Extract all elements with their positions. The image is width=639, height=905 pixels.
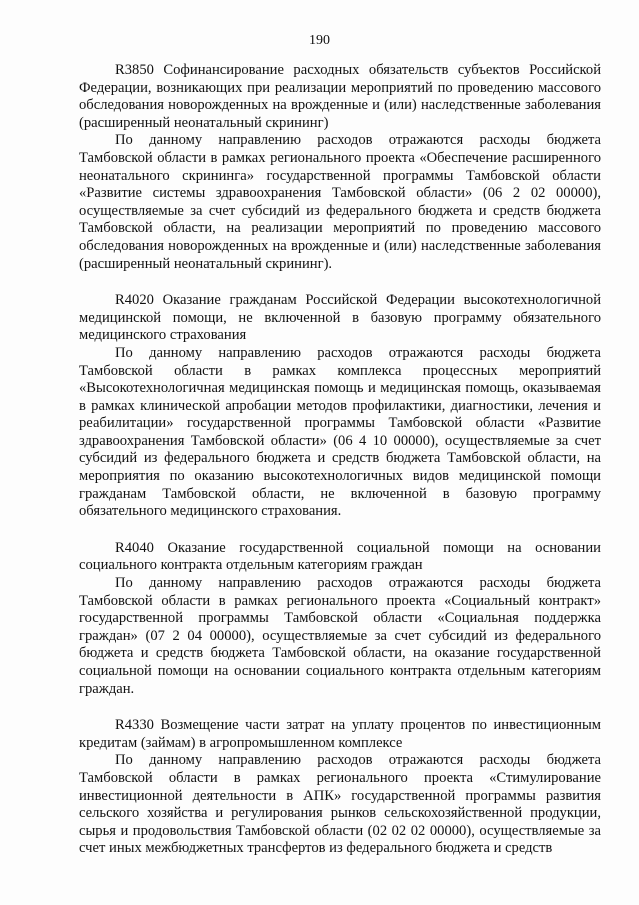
section-heading: [79, 717, 601, 752]
expense-title: Софинансирование расходных обязательств субъектов Российской Федерации, возникающих при реализации мероприятий по проведению массового обследования новорожденных на врожденные и (или) наследственные заболевания (расширенный неонатальный скрининг): [79, 62, 602, 131]
expense-section-r4020: [79, 292, 601, 521]
page-number: 190: [309, 33, 330, 48]
expense-title: Возмещение части затрат на уплату процентов по инвестиционным кредитам (займам) в агропромышленном комплексе: [79, 717, 602, 751]
expense-title: Оказание государственной социальной помощи на основании социального контракта отдельным категориям граждан: [79, 539, 601, 574]
section-paragraph: По данному направлению расходов отражаются расходы бюджета Тамбовской области в рамках регионального проекта «Стимулирование инвестиционной деятельности в АПК» государственной программы развития сельского хозяйства и регулирования рынков сельскохозяйственной продукции, сырья и продовольствия Тамбовской области (02 02 02 00000), осуществляемые за счет иных межбюджетных трансфертов из федерального бюджета и средств: [79, 752, 601, 857]
section-paragraph: По данному направлению расходов отражаются расходы бюджета Тамбовской области в рамках комплекса процессных мероприятий «Высокотехнологичная медицинская помощь и медицинская помощь, оказываемая в рамках клинической апробации методов профилактики, диагностики, лечения и реабилитации» государственной программы Тамбовской области «Развитие здравоохранения Тамбовской области» (06 4 10 00000), осуществляемые за счет субсидий из федерального бюджета и средств бюджета Тамбовской области, на мероприятия по оказанию высокотехнологичных видов медицинской помощи гражданам Тамбовской области, не включенной в базовую программу обязательного медицинского страхования.: [79, 344, 601, 520]
document-body: [79, 62, 601, 877]
expense-section-r4330: [79, 717, 601, 858]
section-heading: [79, 62, 601, 132]
expense-code: R4020: [115, 292, 154, 309]
expense-title: Оказание гражданам Российской Федерации высокотехнологичной медицинской помощи, не включенной в базовую программу обязательного медицинского страхования: [79, 292, 602, 344]
section-paragraph: По данному направлению расходов отражаются расходы бюджета Тамбовской области в рамках регионального проекта «Социальный контракт» государственной программы Тамбовской области «Социальная поддержка граждан» (07 2 04 00000), осуществляемые за счет субсидий из федерального бюджета и средств бюджета Тамбовской области, на оказание государственной социальной помощи на основании социального контракта отдельным категориям граждан.: [79, 575, 601, 697]
section-paragraph: По данному направлению расходов отражаются расходы бюджета Тамбовской области в рамках регионального проекта «Обеспечение расширенного неонатального скрининга» государственной программы Тамбовской области «Развитие системы здравоохранения Тамбовской области» (06 2 02 00000), осуществляемые за счет субсидий из федерального бюджета и средств бюджета Тамбовской области, на реализации мероприятий по проведению массового обследования новорожденных на врожденные и (или) наследственные заболевания (расширенный неонатальный скрининг).: [79, 132, 601, 272]
section-heading: [79, 292, 601, 345]
expense-code: R3850: [115, 62, 154, 78]
expense-code: R4330: [115, 717, 154, 734]
expense-code: R4040: [115, 539, 154, 556]
expense-section-r3850: [79, 62, 601, 273]
expense-section-r4040: [79, 540, 601, 698]
section-heading: [79, 540, 601, 575]
